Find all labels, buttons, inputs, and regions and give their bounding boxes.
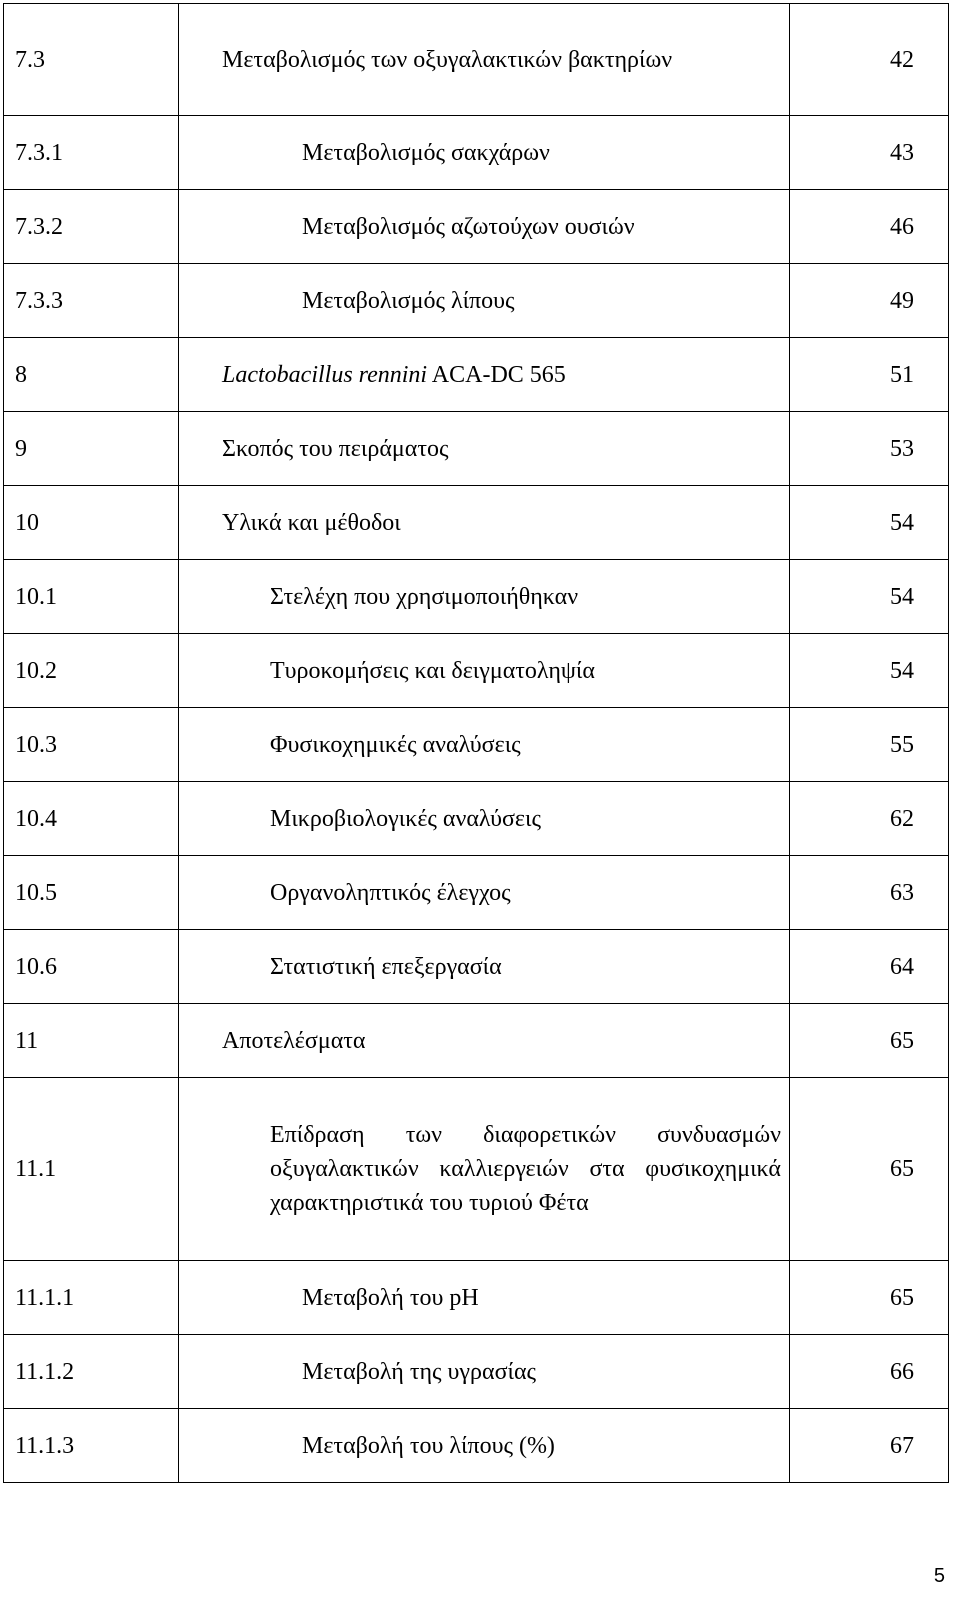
toc-row (4, 116, 949, 190)
toc-row (4, 338, 949, 412)
section-page: 51 (790, 338, 949, 412)
section-title: Μεταβολή του λίπους (%) (179, 1409, 790, 1483)
section-number: 10.1 (4, 560, 179, 634)
toc-row (4, 634, 949, 708)
section-title-species: Lactobacillus rennini (222, 361, 428, 388)
section-title: Μεταβολή του pH (179, 1261, 790, 1335)
toc-row (4, 708, 949, 782)
section-title: Τυροκομήσεις και δειγματοληψία (179, 634, 790, 708)
section-page: 65 (790, 1078, 949, 1261)
section-number: 10.6 (4, 930, 179, 1004)
section-number: 11.1.3 (4, 1409, 179, 1483)
section-page: 65 (790, 1004, 949, 1078)
section-title: Οργανοληπτικός έλεγχος (179, 856, 790, 930)
section-title: Μεταβολισμός λίπους (179, 264, 790, 338)
toc-row (4, 264, 949, 338)
toc-row (4, 190, 949, 264)
section-title: Μεταβολισμός αζωτούχων ουσιών (179, 190, 790, 264)
section-page: 64 (790, 930, 949, 1004)
section-title: Σκοπός του πειράματος (179, 412, 790, 486)
table-of-contents (3, 3, 949, 1483)
section-page: 62 (790, 782, 949, 856)
toc-row (4, 412, 949, 486)
section-title: Μεταβολισμός σακχάρων (179, 116, 790, 190)
section-title (179, 338, 790, 412)
page-number: 5 (933, 1565, 945, 1587)
section-title: Αποτελέσματα (179, 1004, 790, 1078)
section-page: 54 (790, 486, 949, 560)
section-page: 67 (790, 1409, 949, 1483)
section-page: 63 (790, 856, 949, 930)
toc-row (4, 782, 949, 856)
toc-row (4, 560, 949, 634)
section-number: 10.2 (4, 634, 179, 708)
section-title: Μεταβολή της υγρασίας (179, 1335, 790, 1409)
toc-row (4, 1409, 949, 1483)
section-title: Μεταβολισμός των οξυγαλακτικών βακτηρίων (179, 4, 790, 116)
section-number: 7.3.3 (4, 264, 179, 338)
toc-row (4, 486, 949, 560)
section-number: 9 (4, 412, 179, 486)
section-number: 7.3.2 (4, 190, 179, 264)
section-number: 11.1 (4, 1078, 179, 1261)
section-page: 53 (790, 412, 949, 486)
toc-row (4, 1261, 949, 1335)
toc-row (4, 1004, 949, 1078)
section-title: Στελέχη που χρησιμοποιήθηκαν (179, 560, 790, 634)
section-number: 11 (4, 1004, 179, 1078)
section-number: 11.1.2 (4, 1335, 179, 1409)
section-page: 49 (790, 264, 949, 338)
section-page: 46 (790, 190, 949, 264)
section-number: 8 (4, 338, 179, 412)
section-title: Επίδραση των διαφορετικών συνδυασμών οξυγαλακτικών καλλιεργειών στα φυσικοχημικά χαρακτηριστικά του τυριού Φέτα (179, 1078, 790, 1261)
toc-row (4, 1078, 949, 1261)
section-page: 42 (790, 4, 949, 116)
section-number: 7.3 (4, 4, 179, 116)
section-title: Υλικά και μέθοδοι (179, 486, 790, 560)
toc-row (4, 930, 949, 1004)
section-number: 10 (4, 486, 179, 560)
toc-row (4, 1335, 949, 1409)
toc-row (4, 4, 949, 116)
section-number: 10.3 (4, 708, 179, 782)
toc-row (4, 856, 949, 930)
section-page: 65 (790, 1261, 949, 1335)
section-title: Φυσικοχημικές αναλύσεις (179, 708, 790, 782)
section-title-strain: ACA-DC 565 (427, 361, 566, 388)
section-number: 7.3.1 (4, 116, 179, 190)
section-number: 10.5 (4, 856, 179, 930)
section-page: 55 (790, 708, 949, 782)
section-title: Μικροβιολογικές αναλύσεις (179, 782, 790, 856)
section-page: 54 (790, 634, 949, 708)
section-page: 66 (790, 1335, 949, 1409)
section-title: Στατιστική επεξεργασία (179, 930, 790, 1004)
section-page: 54 (790, 560, 949, 634)
section-number: 11.1.1 (4, 1261, 179, 1335)
section-number: 10.4 (4, 782, 179, 856)
section-page: 43 (790, 116, 949, 190)
